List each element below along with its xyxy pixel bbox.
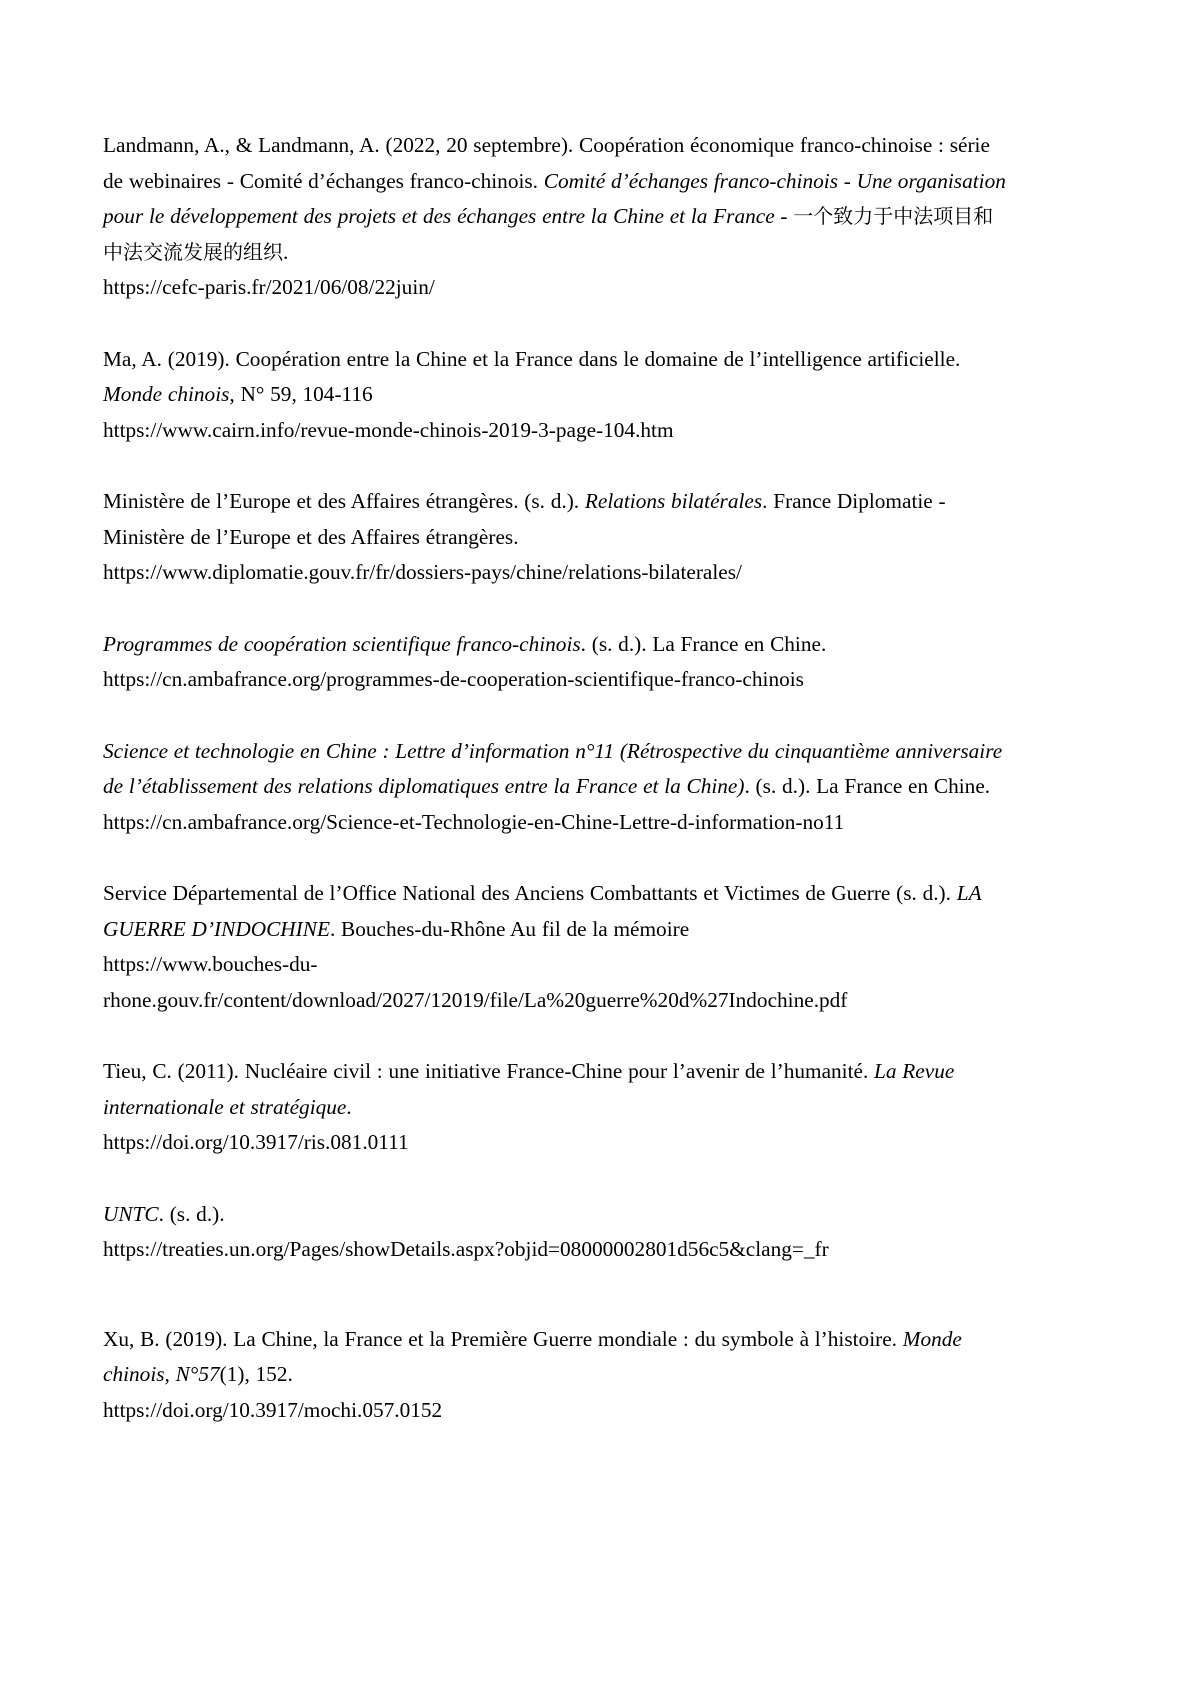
reference-url[interactable]: https://doi.org/10.3917/ris.081.0111 (103, 1130, 409, 1154)
reference-tail: , N° 59, 104-116 (229, 382, 373, 406)
reference-title-italic: LA GUERRE D’INDOCHINE (103, 881, 982, 941)
reference-author-year: Landmann, A., & Landmann, A. (2022, 20 septembre). Coopération économique franco-chinoise : série de webinaires - Comité d’échanges franco-chinois. (103, 133, 990, 193)
reference-entry (103, 627, 1006, 698)
reference-entry (103, 342, 1006, 449)
reference-url[interactable]: https://cefc-paris.fr/2021/06/08/22juin/ (103, 275, 435, 299)
reference-author-year: Xu, B. (2019). La Chine, la France et la Première Guerre mondiale : du symbole à l’histoire. (103, 1326, 903, 1351)
reference-title-italic: Monde chinois (103, 382, 230, 406)
reference-title-italic: Programmes de coopération scientifique franco-chinois (103, 631, 581, 656)
reference-title-italic: Monde chinois, N°57 (103, 1326, 962, 1386)
reference-tail: . (s. d.). La France en Chine. (580, 631, 827, 656)
reference-author-year: Tieu, C. (2011). Nucléaire civil : une initiative France-Chine pour l’avenir de l’humanité. (103, 1059, 875, 1083)
reference-tail: . (s. d.). (158, 1201, 225, 1226)
reference-url[interactable]: https://www.cairn.info/revue-monde-chinois-2019-3-page-104.htm (103, 417, 674, 442)
reference-author-year: Service Départemental de l’Office National des Anciens Combattants et Victimes de Guerre (s. d.). (103, 881, 957, 905)
reference-title-italic: La Revue internationale et stratégique (103, 1059, 955, 1119)
reference-tail: . France Diplomatie - Ministère de l’Europe et des Affaires étrangères. (103, 489, 946, 549)
reference-url[interactable]: https://www.bouches-du-rhone.gouv.fr/content/download/2027/12019/file/La%20guerre%20d%27Indochine.pdf (103, 952, 848, 1012)
reference-title-italic: Relations bilatérales (584, 489, 763, 513)
reference-entry (103, 1322, 1006, 1429)
reference-url[interactable]: https://treaties.un.org/Pages/showDetails.aspx?objid=08000002801d56c5&clang=_fr (103, 1237, 829, 1261)
reference-entry (103, 128, 1006, 306)
reference-tail: . (s. d.). La France en Chine. (744, 774, 991, 798)
reference-url[interactable]: https://cn.ambafrance.org/Science-et-Technologie-en-Chine-Lettre-d-information-no11 (103, 809, 845, 834)
reference-entry (103, 734, 1006, 841)
reference-url[interactable]: https://www.diplomatie.gouv.fr/fr/dossiers-pays/chine/relations-bilaterales/ (103, 560, 742, 584)
reference-title-italic: UNTC (103, 1201, 159, 1226)
reference-url[interactable]: https://cn.ambafrance.org/programmes-de-cooperation-scientifique-franco-chinois (103, 667, 804, 691)
reference-entry (103, 1197, 1006, 1268)
reference-entry (103, 1054, 1006, 1161)
reference-author-year: Ministère de l’Europe et des Affaires étrangères. (s. d.). (103, 489, 585, 513)
reference-url[interactable]: https://doi.org/10.3917/mochi.057.0152 (103, 1397, 443, 1422)
reference-tail: . Bouches-du-Rhône Au fil de la mémoire (329, 916, 690, 941)
reference-title-italic: Science et technologie en Chine : Lettre d’information n°11 (Rétrospective du cinquantième anniversaire de l’établissement des relations diplomatiques entre la France et la Chine) (103, 738, 1003, 798)
reference-tail: . (283, 239, 289, 264)
reference-tail: . (346, 1094, 352, 1119)
reference-author-year: Ma, A. (2019). Coopération entre la Chine et la France dans le domaine de l’intelligence artificielle. (103, 346, 961, 371)
reference-title-italic: Comité d’échanges franco-chinois - Une organisation pour le développement des projets et des échanges entre la Chine et la France - (103, 168, 1006, 228)
reference-title-cjk: 一个致力于中法项目和中法交流发展的组织 (103, 204, 994, 264)
reference-tail: (1), 152. (219, 1362, 293, 1386)
reference-entry (103, 876, 1006, 1018)
reference-list (103, 128, 1006, 1428)
reference-entry (103, 484, 1006, 591)
